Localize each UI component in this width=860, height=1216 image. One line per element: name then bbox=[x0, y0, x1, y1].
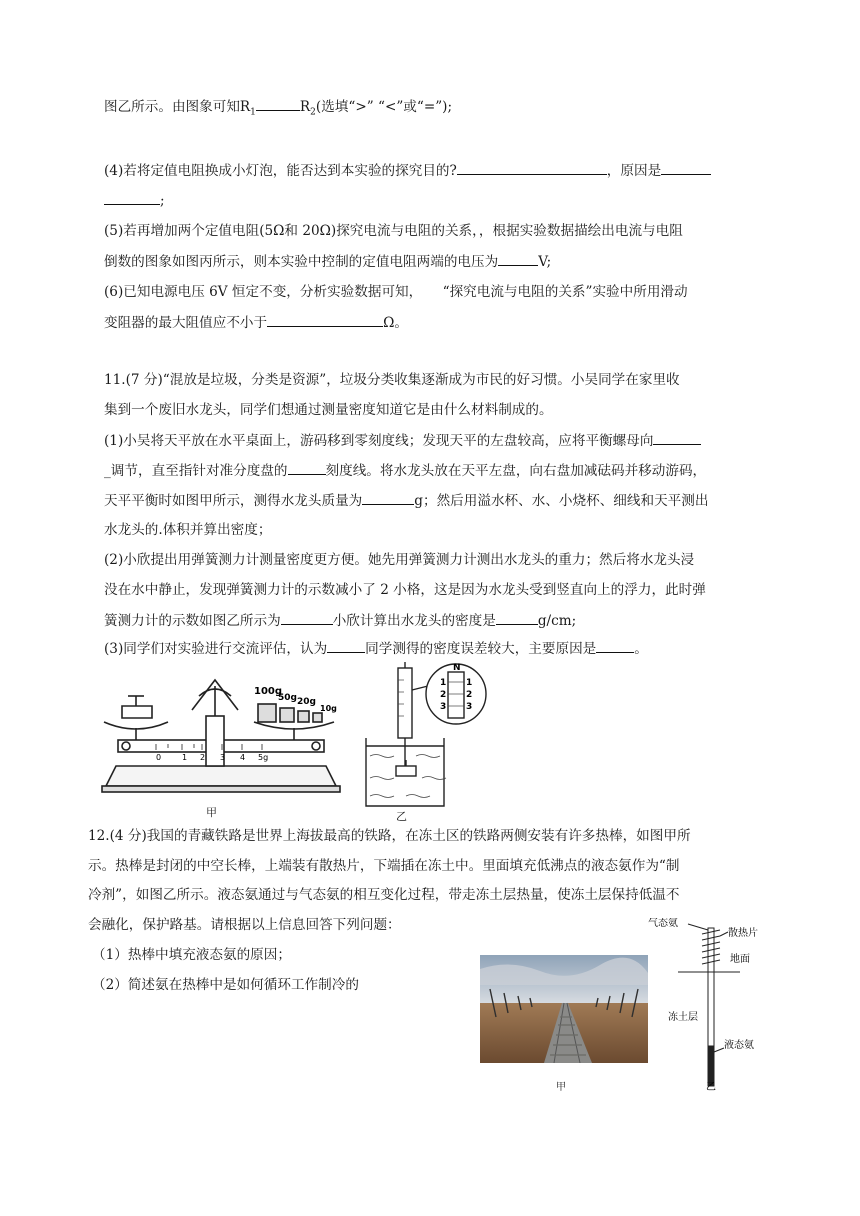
heat-pipe-diagram bbox=[648, 918, 770, 1094]
q12-question2 bbox=[92, 975, 359, 995]
text: (选填“>” “<”或“=”); bbox=[315, 99, 453, 115]
text: (2)小欣提出用弹簧测力计测量密度更方便。她先用弹簧测力计测出水龙头的重力；然后将水龙头浸 bbox=[104, 552, 695, 568]
label-gas-ammonia: 气态氨 bbox=[648, 918, 678, 929]
weight-label: 10g bbox=[320, 704, 337, 713]
text: ; bbox=[160, 193, 165, 209]
answer-blank[interactable] bbox=[661, 160, 711, 175]
q12-line1 bbox=[88, 826, 691, 846]
text: 12.(4 分)我国的青藏铁路是世界上海拔最高的铁路，在冻土区的铁路两侧安装有许多热棒，如图甲所 bbox=[88, 828, 691, 844]
q10-part5 bbox=[104, 221, 683, 241]
answer-blank[interactable] bbox=[288, 460, 326, 475]
q11-line5 bbox=[104, 490, 708, 511]
text: (3)同学们对实验进行交流评估，认为 bbox=[104, 641, 328, 657]
text: R bbox=[299, 99, 311, 115]
answer-blank[interactable] bbox=[327, 638, 365, 653]
scale-number: 1 bbox=[182, 753, 188, 762]
label-liquid-ammonia: 液态氨 bbox=[724, 1040, 754, 1051]
text: 小欣计算出水龙头的密度是 bbox=[332, 613, 496, 629]
scale-number: 4 bbox=[240, 753, 246, 762]
text: 倒数的图象如图丙所示，则本实验中控制的定值电阻两端的电压为 bbox=[104, 254, 499, 270]
answer-blank[interactable] bbox=[104, 190, 160, 205]
answer-blank[interactable] bbox=[281, 610, 333, 625]
q12-question1 bbox=[92, 945, 291, 965]
text: 集到一个废旧水龙头，同学们想通过测量密度知道它是由什么材料制成的。 bbox=[104, 402, 553, 418]
text: _调节，直至指针对准分度盘的 bbox=[104, 463, 288, 479]
spring-number: 3 bbox=[440, 702, 447, 712]
subscript: 2 bbox=[310, 107, 316, 118]
scale-number: 2 bbox=[200, 753, 206, 762]
text: (4)若将定值电阻换成小灯泡，能否达到本实验的探究目的? bbox=[104, 163, 457, 179]
q11-line3 bbox=[104, 430, 701, 451]
figure-label-jia: 甲 bbox=[206, 806, 217, 819]
label-frozen-soil: 冻土层 bbox=[668, 1012, 698, 1023]
q11-line2 bbox=[104, 400, 553, 420]
text: 水龙头的.体积并算出密度； bbox=[104, 522, 272, 538]
label-fins: 散热片 bbox=[728, 928, 758, 939]
balance-figure bbox=[96, 666, 346, 822]
railway-photo bbox=[480, 955, 648, 1063]
q11-line6 bbox=[104, 520, 271, 540]
text: 簧测力计的示数如图乙所示为 bbox=[104, 613, 281, 629]
spring-scale-figure bbox=[356, 660, 496, 810]
text: 。 bbox=[634, 641, 648, 657]
scale-number: 0 bbox=[156, 753, 162, 762]
text: g；然后用溢水杯、水、小烧杯、细线和天平测出 bbox=[414, 493, 709, 509]
q10-part6-cont bbox=[104, 312, 408, 333]
answer-blank[interactable] bbox=[498, 251, 538, 266]
figure-label-yi-12: 乙 bbox=[706, 1082, 716, 1093]
q10-part5-cont bbox=[104, 251, 551, 272]
text: 11.(7 分)“混放是垃圾，分类是资源”，垃圾分类收集逐渐成为市民的好习惯。小吴同学在家里收 bbox=[104, 372, 680, 388]
scale-number: 5g bbox=[258, 753, 269, 762]
answer-blank[interactable] bbox=[267, 312, 383, 327]
text: 图乙所示。由图象可知R bbox=[104, 99, 251, 115]
answer-blank[interactable] bbox=[596, 638, 634, 653]
weight-label: 20g bbox=[297, 697, 316, 707]
scale-number: 3 bbox=[220, 753, 226, 762]
answer-blank[interactable] bbox=[457, 160, 607, 175]
text: Ω。 bbox=[383, 315, 408, 331]
text: 刻度线。将水龙头放在天平左盘，向右盘加减砝码并移动游码， bbox=[325, 463, 707, 479]
text: （2）简述氨在热棒中是如何循环工作制冷的 bbox=[92, 977, 359, 993]
spring-number: 1 bbox=[466, 678, 473, 688]
text: (1)小吴将天平放在水平桌面上，游码移到零刻度线；发现天平的左盘较高，应将平衡螺母向 bbox=[104, 433, 654, 449]
q12-line3 bbox=[88, 885, 679, 905]
q11-line7 bbox=[104, 550, 694, 570]
weight-label: 100g bbox=[254, 686, 283, 697]
q10-part6 bbox=[104, 282, 688, 302]
spring-number: 3 bbox=[466, 702, 473, 712]
q12-line2 bbox=[88, 856, 679, 876]
q11-line1 bbox=[104, 370, 680, 390]
text: 变阻器的最大阻值应不小于 bbox=[104, 315, 268, 331]
label-ground: 地面 bbox=[730, 954, 750, 965]
answer-blank[interactable] bbox=[362, 490, 414, 505]
q11-line10 bbox=[104, 638, 648, 659]
text: V; bbox=[538, 254, 552, 270]
q10-part4 bbox=[104, 160, 711, 181]
q10-part4-cont bbox=[104, 190, 165, 211]
spring-unit: N bbox=[453, 663, 461, 673]
text: (6)已知电源电压 6V 恒定不变，分析实验数据可知， “探究电流与电阻的关系”实验中所用滑动 bbox=[104, 284, 688, 300]
text: g/cm; bbox=[537, 613, 577, 629]
weight-label: 50g bbox=[278, 693, 297, 703]
text: 同学测得的密度误差较大，主要原因是 bbox=[365, 641, 597, 657]
text: （1）热棒中填充液态氨的原因； bbox=[92, 947, 291, 963]
answer-blank[interactable] bbox=[653, 430, 701, 445]
text: 没在水中静止，发现弹簧测力计的示数减小了 2 小格，这是因为水龙头受到竖直向上的浮力，此时弹 bbox=[104, 582, 706, 598]
subscript: 1 bbox=[250, 107, 256, 118]
spring-number: 1 bbox=[440, 678, 447, 688]
answer-blank[interactable] bbox=[496, 610, 538, 625]
figure-label-yi: 乙 bbox=[396, 810, 407, 823]
q10-line-compare bbox=[104, 96, 452, 123]
q11-line8 bbox=[104, 580, 706, 600]
text: 天平平衡时如图甲所示，测得水龙头质量为 bbox=[104, 493, 363, 509]
spring-number: 2 bbox=[440, 690, 447, 700]
spring-number: 2 bbox=[466, 690, 473, 700]
text: 冷剂”，如图乙所示。液态氨通过与气态氨的相互变化过程，带走冻土层热量，使冻土层保持低温不 bbox=[88, 887, 680, 903]
text: 示。热棒是封闭的中空长棒，上端装有散热片，下端插在冻土中。里面填充低沸点的液态氨作为“制 bbox=[88, 858, 680, 874]
q11-line9 bbox=[104, 610, 576, 631]
figure-label-jia-12: 甲 bbox=[556, 1082, 566, 1093]
text: 会融化，保护路基。请根据以上信息回答下列问题： bbox=[88, 917, 401, 933]
answer-blank[interactable] bbox=[256, 96, 300, 111]
text: (5)若再增加两个定值电阻(5Ω和 20Ω)探究电流与电阻的关系，，根据实验数据描绘出电流与电阻 bbox=[104, 223, 683, 239]
text: ，原因是 bbox=[606, 163, 662, 179]
q12-line4 bbox=[88, 915, 401, 935]
q11-line4 bbox=[104, 460, 706, 481]
